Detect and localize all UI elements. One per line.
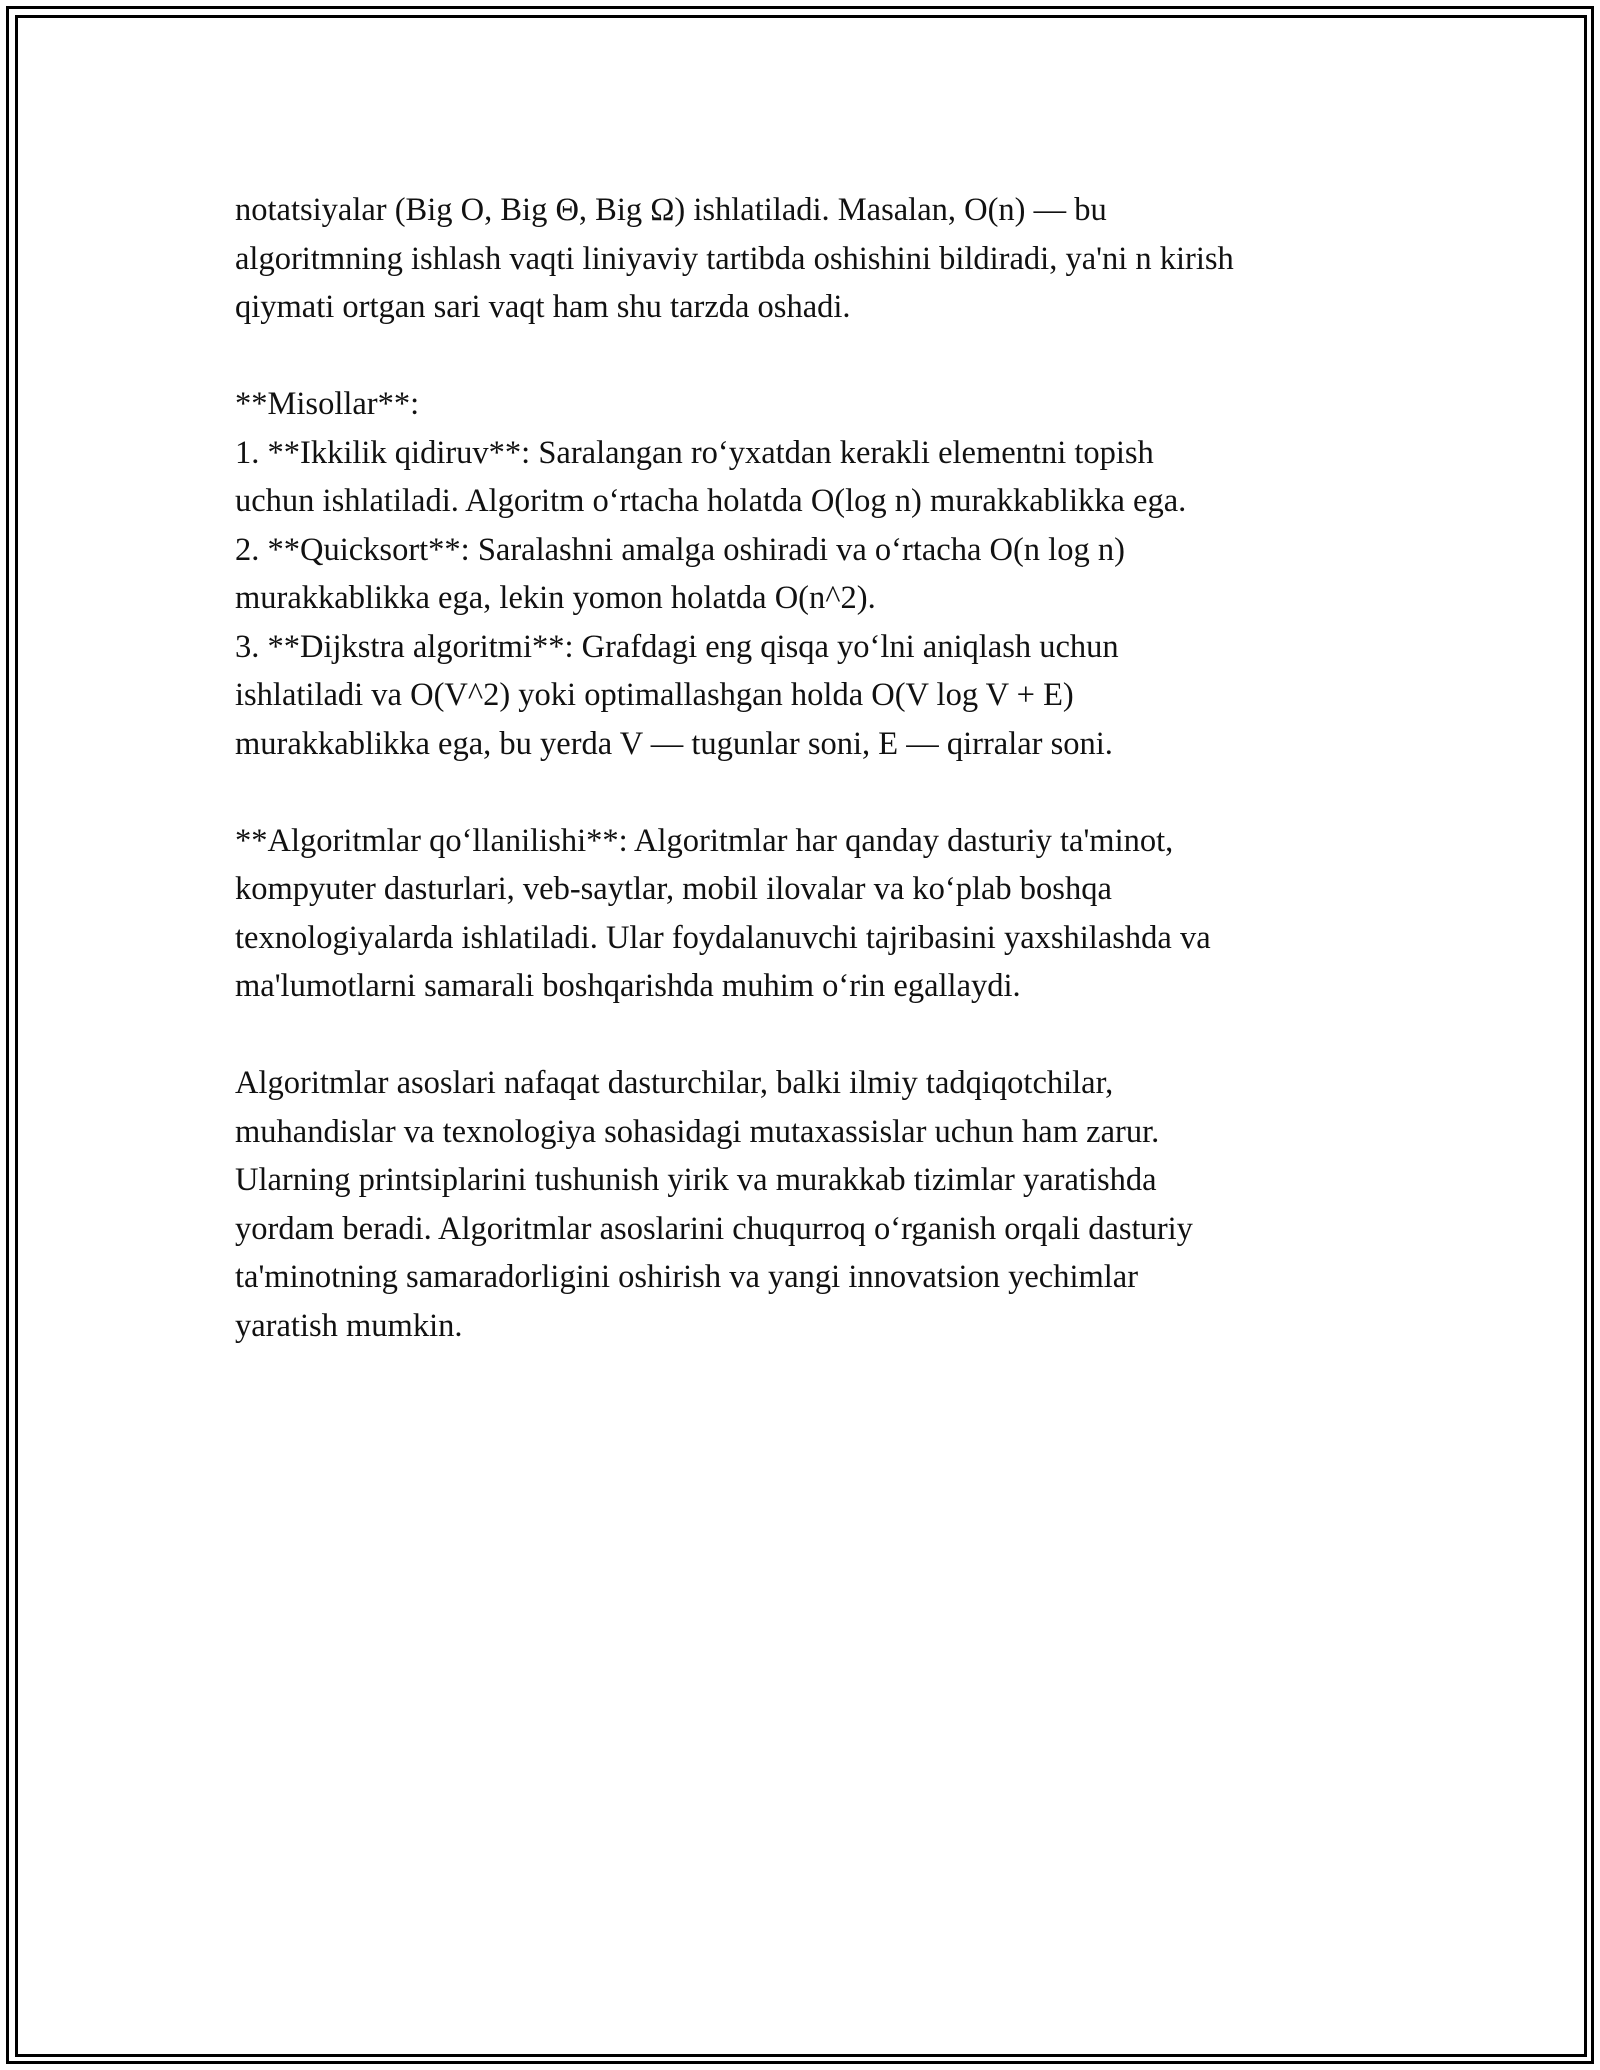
text-line: murakkablikka ega, lekin yomon holatda O(n^2). [235, 580, 876, 616]
text-line: 3. **Dijkstra algoritmi**: Grafdagi eng qisqa yo‘lni aniqlash uchun [235, 628, 1119, 665]
text-line: ma'lumotlarni samarali boshqarishda muhim o‘rin egallaydi. [235, 968, 1021, 1004]
text-line: murakkablikka ega, bu yerda V — tugunlar soni, E — qirralar soni. [235, 725, 1113, 762]
text-line: algoritmning ishlash vaqti liniyaviy tartibda oshishini bildiradi, ya'ni n kirish [235, 240, 1234, 277]
text-line: Algoritmlar asoslari nafaqat dasturchilar, balki ilmiy tadqiqotchilar, [235, 1065, 1114, 1101]
paragraph-big-o-notation [235, 186, 1385, 332]
text-line: kompyuter dasturlari, veb-saytlar, mobil ilovalar va ko‘plab boshqa [235, 871, 1112, 907]
text-line: ta'minotning samaradorligini oshirish va yangi innovatsion yechimlar [235, 1259, 1139, 1295]
paragraph-applications [235, 817, 1385, 1011]
paragraph-examples [235, 380, 1385, 768]
text-line: yaratish mumkin. [235, 1307, 463, 1344]
text-line: muhandislar va texnologiya sohasidagi mutaxassislar uchun ham zarur. [235, 1113, 1160, 1150]
text-line: uchun ishlatiladi. Algoritm o‘rtacha holatda O(log n) murakkablikka ega. [235, 483, 1187, 519]
text-line: **Algoritmlar qo‘llanilishi**: Algoritmlar har qanday dasturiy ta'minot, [235, 822, 1174, 859]
text-line: 1. **Ikkilik qidiruv**: Saralangan ro‘yxatdan kerakli elementni topish [235, 434, 1154, 471]
text-line: ishlatiladi va O(V^2) yoki optimallashgan holda O(V log V + E) [235, 677, 1074, 713]
text-line: Ularning printsiplarini tushunish yirik va murakkab tizimlar yaratishda [235, 1162, 1157, 1198]
text-line: notatsiyalar (Big O, Big Θ, Big Ω) ishlatiladi. Masalan, O(n) — bu [235, 192, 1107, 228]
examples-heading: **Misollar**: [235, 386, 420, 422]
paragraph-conclusion [235, 1059, 1385, 1350]
document-body [235, 186, 1385, 1399]
text-line: 2. **Quicksort**: Saralashni amalga oshiradi va o‘rtacha O(n log n) [235, 531, 1125, 568]
text-line: yordam beradi. Algoritmlar asoslarini chuqurroq o‘rganish orqali dasturiy [235, 1210, 1193, 1247]
text-line: qiymati ortgan sari vaqt ham shu tarzda oshadi. [235, 289, 851, 325]
text-line: texnologiyalarda ishlatiladi. Ular foydalanuvchi tajribasini yaxshilashda va [235, 919, 1211, 956]
